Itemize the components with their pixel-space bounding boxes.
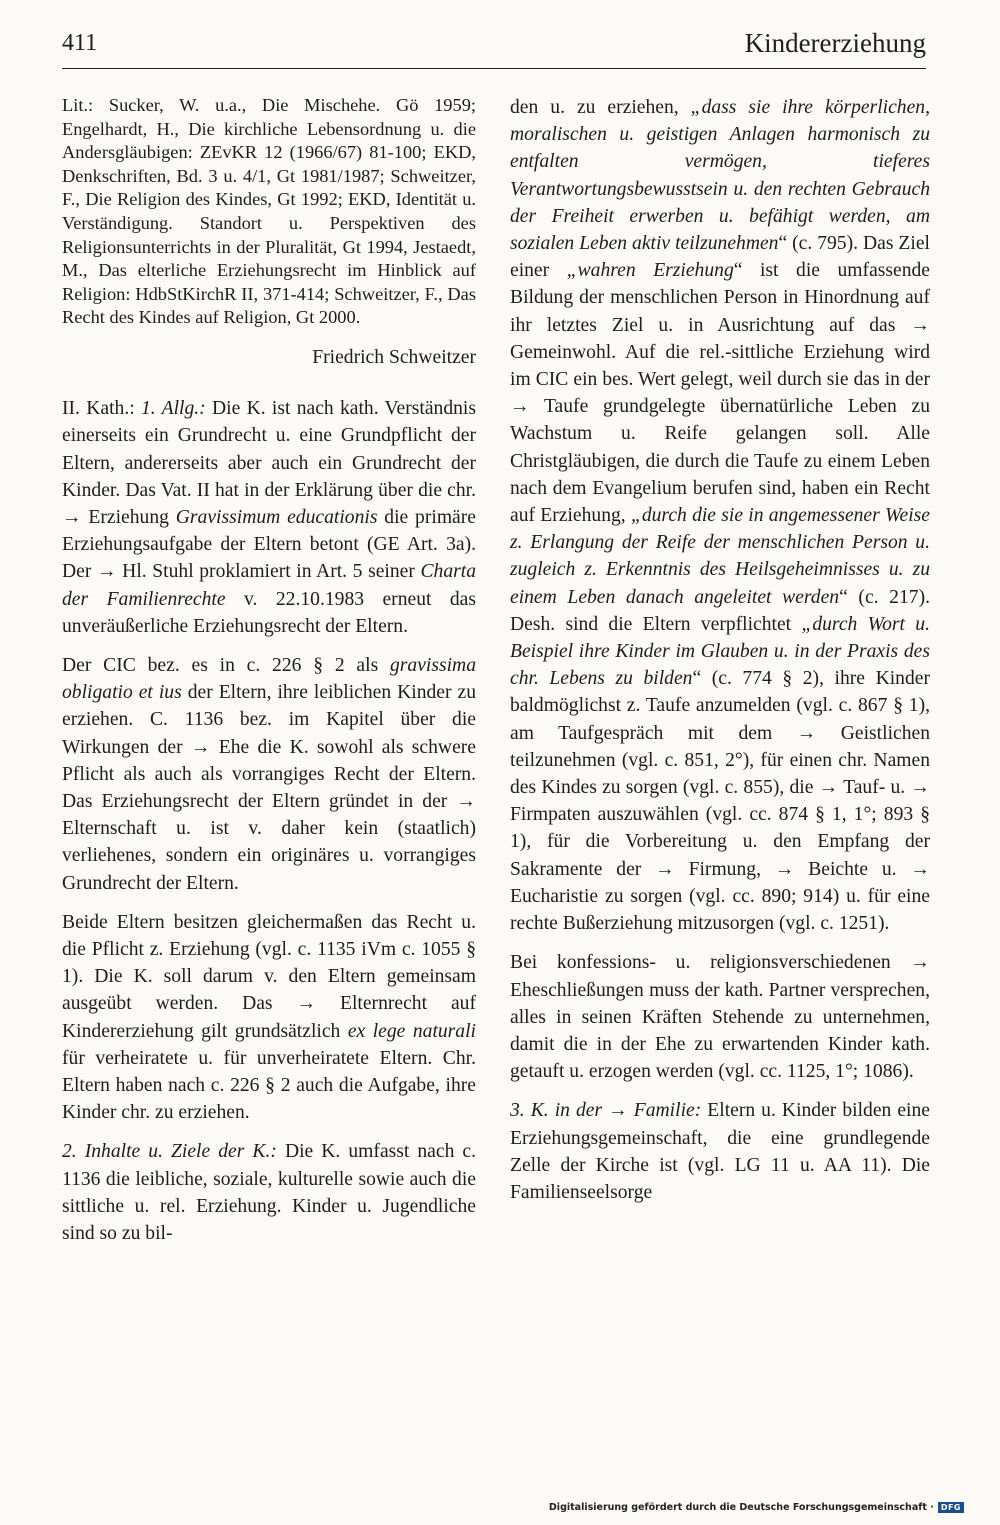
italic-term: ex lege naturali [347,1020,476,1042]
italic-term: gravissima obligatio et ius [62,654,476,704]
paragraph-catholic-general [62,395,476,640]
italic-term: Charta der Familienrechte [62,561,476,610]
paragraph-education-goals [510,94,930,937]
paragraph-text: “ (c. 217). Desh. sind die Eltern verpflichtet [510,586,930,635]
left-column [62,94,476,1247]
paragraph-text: “ (c. 795). Das Ziel einer [510,233,930,282]
footer-text: Digitalisierung gefördert durch die Deutsche Forschungsgemeinschaft · [548,1502,934,1513]
italic-quote: „durch die sie in angemessener Weise z. Erlangung der Reife der menschlichen Person u. zugleich z. Erkenntnis des Heilsgeheimnisses u. zu einem Leben danach angeleitet werden [510,505,930,608]
paragraph-text: der Eltern, ihre leiblichen Kinder zu erziehen. C. 1136 bez. im Kapitel über die Wirkungen der → Ehe die K. sowohl als schwere Pflicht als auch als vorrangiges Recht der Eltern. Das Erziehungsrecht der Eltern gründet in der → Elternschaft u. ist v. daher kein (staatlich) verliehenes, sondern ein originäres u. vorrangiges Grundrecht der Eltern. [62,682,476,894]
italic-quote: „durch Wort u. Beispiel ihre Kinder im Glauben u. in der Praxis des chr. Lebens zu bilden [510,613,930,690]
right-column [510,94,930,1206]
paragraph-text: Eltern u. Kinder bilden eine Erziehungsgemeinschaft, die eine grundlegende Zelle der Kirche ist (vgl. LG 11 u. AA 11). Die Familienseelsorge [510,1100,930,1203]
italic-quote: „dass sie ihre körperlichen, moralischen u. geistigen Anlagen harmonisch zu entfalten vermögen, tieferes Verantwortungsbewusstsein u. den rechten Gebrauch der Freiheit erwerben u. befähigt werden, am sozialen Leben aktiv teilzunehmen [510,97,930,255]
literature-paragraph: Lit.: Sucker, W. u.a., Die Mischehe. Gö 1959; Engelhardt, H., Die kirchliche Lebensordnung u. die Andersgläubigen: ZEvKR 12 (1966/67) 81-100; EKD, Denkschriften, Bd. 3 u. 4/1, Gt 1981/1987; Schweitzer, F., Die Religion des Kindes, Gt 1992; EKD, Identität u. Verständigung. Standort u. Perspektiven des Religionsunterrichts in der Pluralität, Gt 1994, Jestaedt, M., Das elterliche Erziehungsrecht im Hinblick auf Religion: HdbStKirchR II, 371-414; Schweitzer, F., Das Recht des Kindes auf Religion, Gt 2000. [62,95,476,328]
subsection-heading: 3. K. in der → Familie: [510,1100,702,1122]
paragraph-both-parents [62,909,476,1127]
header-rule [62,68,926,69]
paragraph-family [510,1097,930,1206]
paragraph-mixed-marriage: Bei konfessions- u. religionsverschiedenen → Eheschließungen muss der kath. Partner versprechen, alles in seinen Kräften Stehende zu unternehmen, damit die in der Ehe zu erwartenden Kinder kath. getauft u. erzogen werden (vgl. cc. 1125, 1°; 1086). [510,952,930,1083]
paragraph-text: “ ist die umfassende Bildung der menschlichen Person in Hinordnung auf ihr letztes Ziel u. in Ausrichtung auf das → Gemeinwohl. Auf die rel.-sittliche Erziehung wird im CIC ein bes. Wert gelegt, weil durch sie das in der → Taufe grundgelegte übernatürliche Leben zu Wachstum u. Reife gelangen soll. Alle Christgläubigen, die durch die Taufe zu einem Leben nach dem Evangelium berufen sind, haben ein Recht auf Erziehung, [510,260,931,527]
paragraph-text: für verheiratete u. für unverheiratete Eltern. Chr. Eltern haben nach c. 226 § 2 auch die Aufgabe, ihre Kinder chr. zu erziehen. [62,1047,476,1124]
paragraph-text: Die K. ist nach kath. Verständnis einerseits ein Grundrecht u. eine Grundpflicht der Eltern, andererseits aber auch ein Grundrecht der Kinder. Das Vat. II hat in der Erklärung über die chr. → Erziehung [62,398,476,528]
digitization-footer [549,1502,964,1513]
paragraph-text: “ (c. 774 § 2), ihre Kinder baldmöglichst z. Taufe anzumelden (vgl. c. 867 § 1), am Taufgespräch mit dem → Geistlichen teilzunehmen (vgl. c. 851, 2°), für einen chr. Namen des Kindes zu sorgen (vgl. c. 855), die → Tauf- u. → Firmpaten auszuwählen (vgl. cc. 874 § 1, 1°; 893 § 1), für die Vorbereitung u. den Empfang der Sakramente der → Firmung, → Beichte u. → Eucharistie zu sorgen (vgl. cc. 890; 914) u. für eine rechte Bußerziehung mitzusorgen (vgl. c. 1251). [510,668,930,935]
dfg-logo: DFG [938,1502,964,1513]
page-number: 411 [62,30,98,56]
paragraph-text: den u. zu erziehen, [510,97,691,118]
italic-quote: „wahren Erziehung [566,260,734,282]
page-header [62,28,926,70]
italic-term: Gravissimum educationis [175,506,378,528]
subsection-heading: 2. Inhalte u. Ziele der K.: [62,1141,277,1163]
paragraph-contents-goals [62,1138,476,1247]
paragraph-text: Der CIC bez. es in c. 226 § 2 als [62,654,390,676]
running-head: Kindererziehung [744,28,926,58]
paragraph-text: Beide Eltern besitzen gleichermaßen das Recht u. die Pflicht z. Erziehung (vgl. c. 1135 iVm c. 1055 § 1). Die K. soll darum v. den Eltern gemeinsam ausgeübt werden. Das → Elternrecht auf Kindererziehung gilt grundsätzlich [62,911,476,1042]
section-label: II. Kath.: [62,398,141,420]
paragraph-cic [62,652,476,897]
paragraph-text: die primäre Erziehungsaufgabe der Eltern betont (GE Art. 3a). Der → Hl. Stuhl proklamiert in Art. 5 seiner [62,506,476,583]
paragraph-text: Die K. umfasst nach c. 1136 die leibliche, soziale, kulturelle sowie auch die sittliche u. rel. Erziehung. Kinder u. Jugendliche sind so zu bil- [62,1141,476,1245]
paragraph-text: v. 22.10.1983 erneut das unveräußerliche Erziehungsrecht der Eltern. [62,588,476,637]
author-signature: Friedrich Schweitzer [312,346,476,368]
subsection-heading: 1. Allg.: [140,398,206,420]
